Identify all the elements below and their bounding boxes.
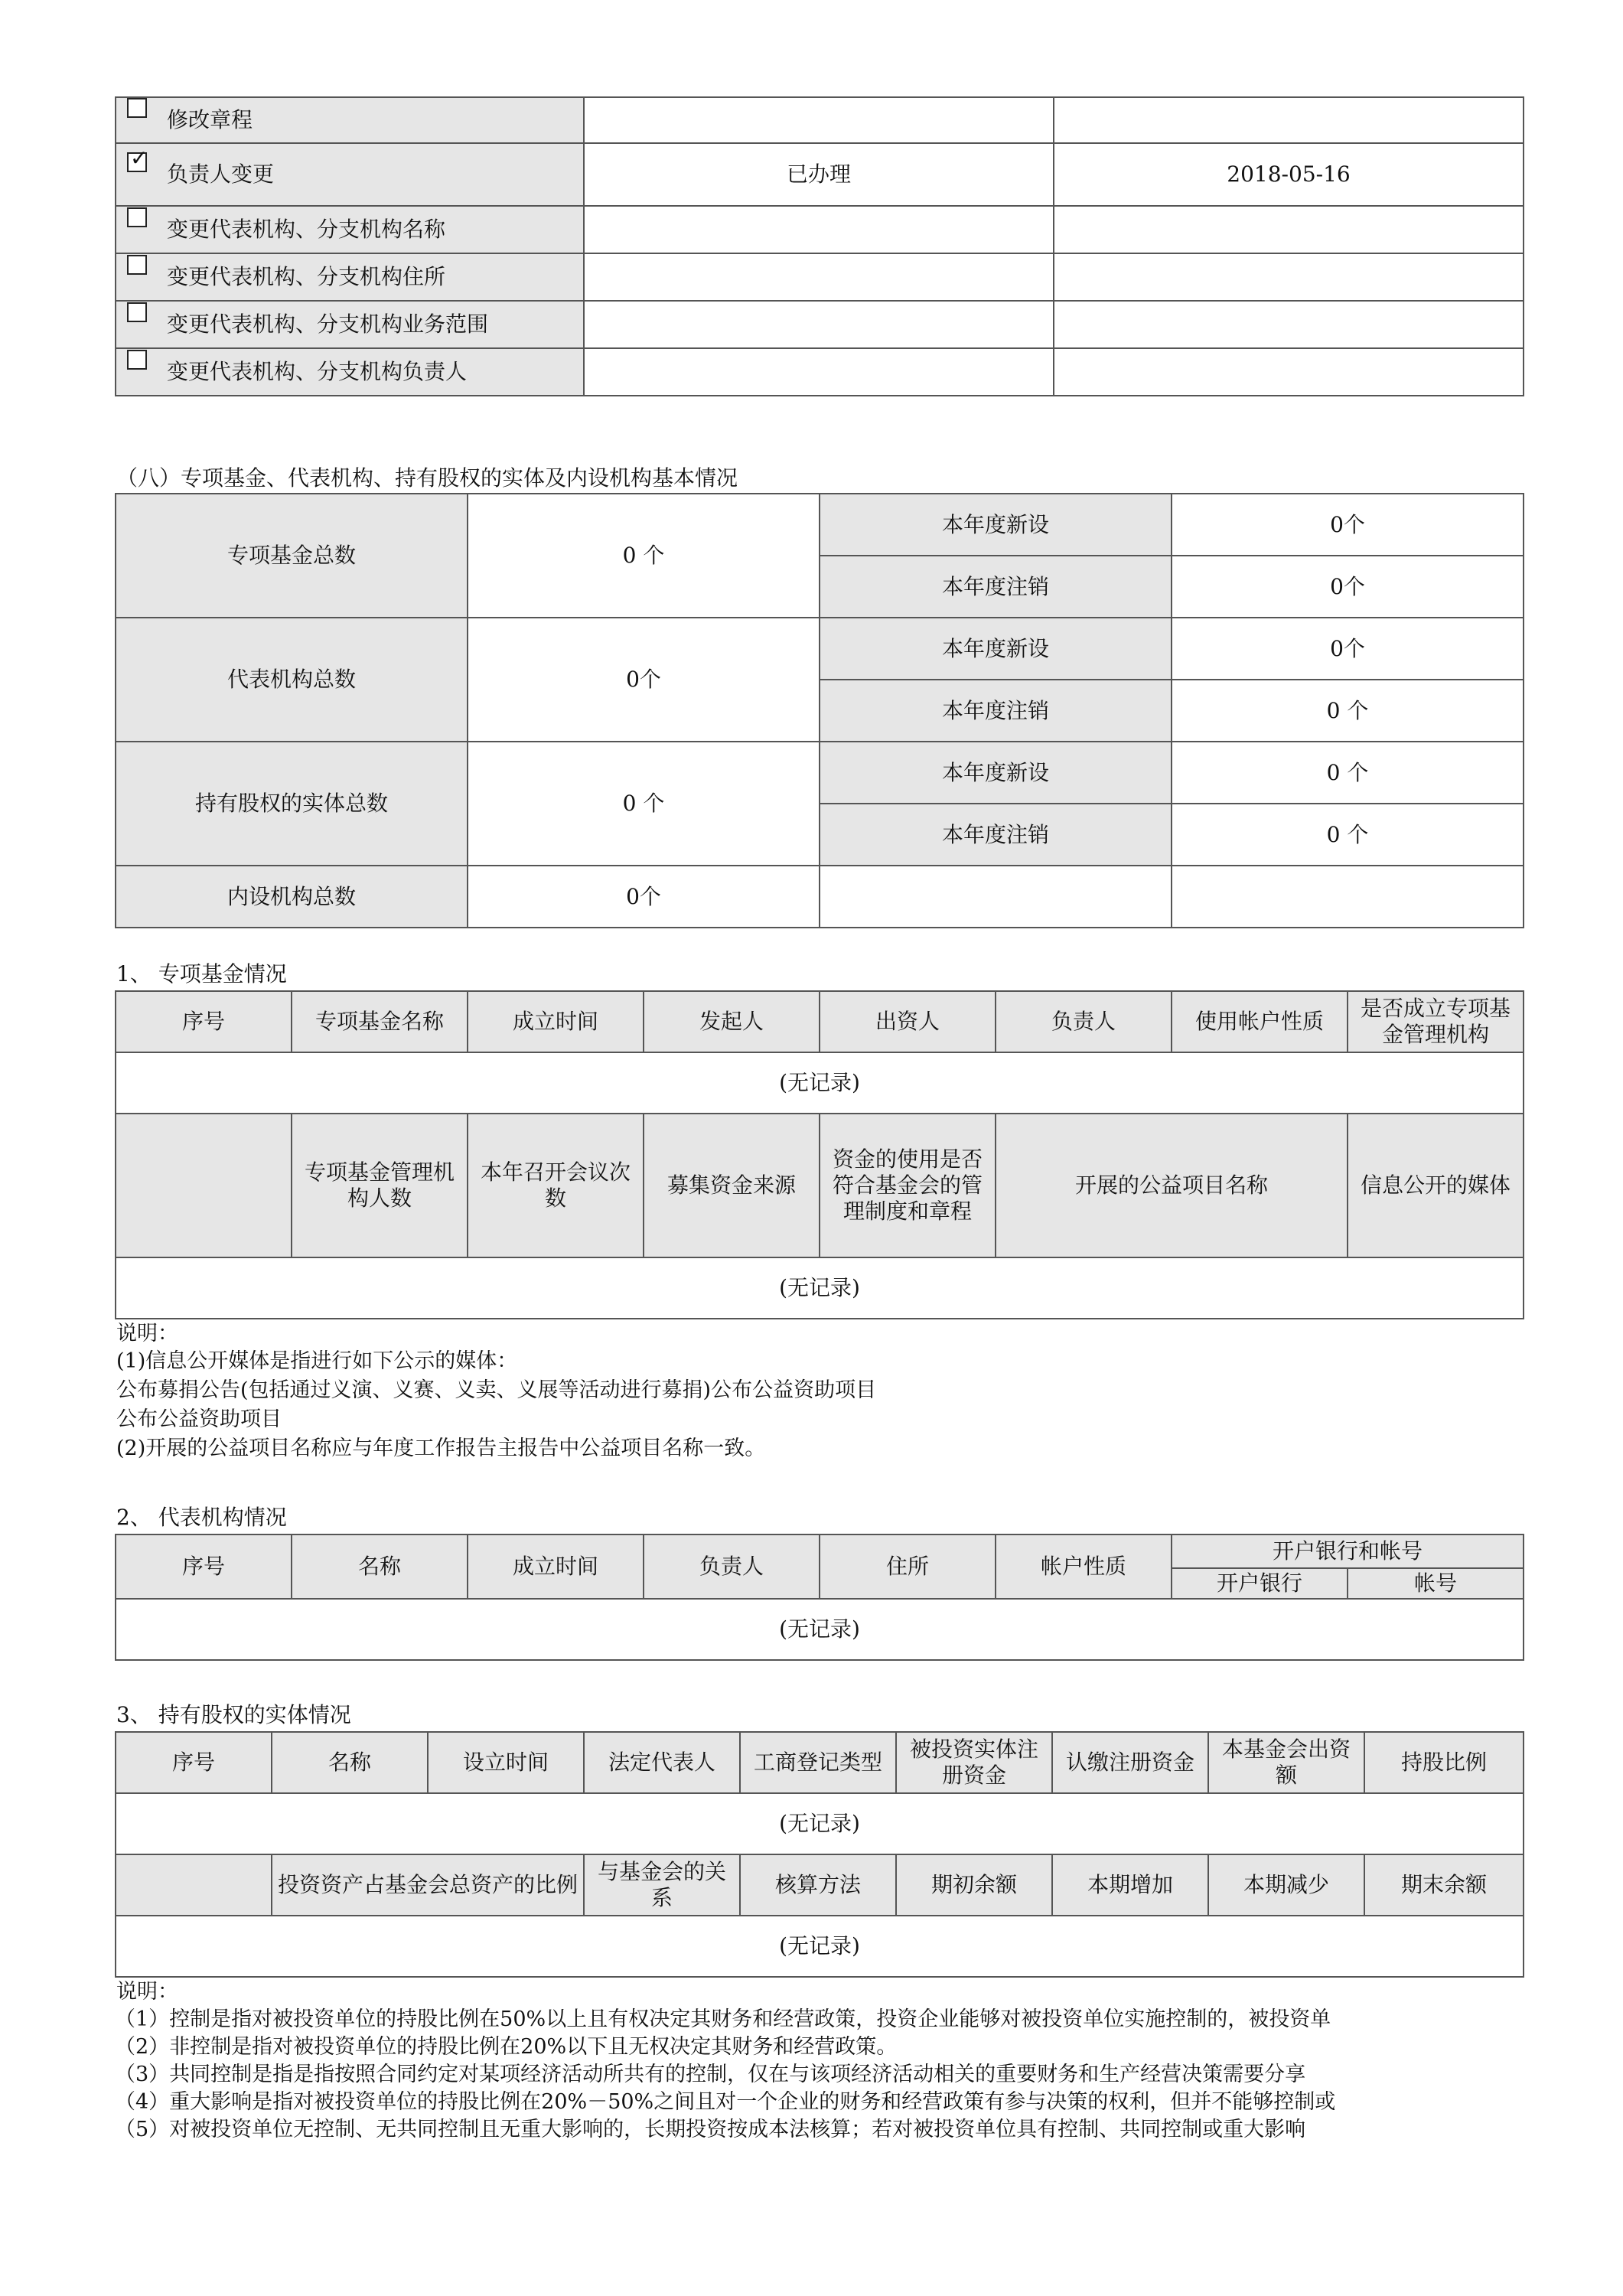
cancel-label: 本年度注销	[820, 804, 1172, 866]
change-date	[1054, 348, 1524, 396]
rep-section-title: 2、 代表机构情况	[116, 1505, 287, 1530]
change-status	[584, 97, 1054, 143]
fund-total-label: 专项基金总数	[116, 494, 468, 618]
equity-note-line: （3）共同控制是指是指按照合同约定对某项经济活动所共有的控制，仅在与该项经济活动相关的重要财务和生产经营决策需要分享	[115, 2063, 1306, 2086]
col-header: 帐户性质	[996, 1534, 1172, 1599]
checkbox[interactable]	[127, 255, 147, 275]
new-label: 本年度新设	[820, 494, 1172, 556]
equity-note-line: （5）对被投资单位无控制、无共同控制且无重大影响的，长期投资按成本法核算；若对被投资单位具有控制、共同控制或重大影响	[115, 2118, 1306, 2141]
change-items-table	[115, 96, 1524, 396]
fund-note-line: (2)开展的公益项目名称应与年度工作报告主报告中公益项目名称一致。	[116, 1437, 766, 1460]
equity-notes	[115, 1979, 1538, 2178]
change-status: 已办理	[584, 143, 1054, 206]
col-header: 负责人	[644, 1534, 820, 1599]
no-record: (无记录)	[116, 1793, 1524, 1854]
empty-cell	[820, 866, 1172, 928]
change-status	[584, 348, 1054, 396]
fund-note-line: 说明：	[116, 1322, 178, 1345]
checkmark-icon: ✓	[130, 145, 148, 171]
fund-table	[115, 990, 1524, 1319]
equity-note-line: （1）控制是指对被投资单位的持股比例在50%以上且有权决定其财务和经营政策，投资企业能够对被投资单位实施控制的，被投资单	[115, 2007, 1331, 2031]
col-header: 名称	[292, 1534, 468, 1599]
checkbox[interactable]	[127, 98, 147, 118]
col-header: 出资人	[820, 991, 996, 1052]
col-header: 专项基金管理机构人数	[292, 1114, 468, 1257]
change-item: 变更代表机构、分支机构名称	[116, 206, 584, 253]
change-item: 变更代表机构、分支机构负责人	[116, 348, 584, 396]
no-record: (无记录)	[116, 1916, 1524, 1977]
col-header: 本期增加	[1052, 1854, 1208, 1916]
empty-cell	[1172, 866, 1524, 928]
fund-note-line: (1)信息公开媒体是指进行如下公示的媒体：	[116, 1349, 518, 1373]
cancel-value: 0 个	[1172, 804, 1524, 866]
col-header: 持股比例	[1364, 1732, 1524, 1793]
col-header	[116, 1854, 272, 1916]
col-header: 是否成立专项基金管理机构	[1348, 991, 1524, 1052]
section8-table	[115, 493, 1524, 928]
col-header: 序号	[116, 991, 292, 1052]
col-subheader: 帐号	[1348, 1568, 1524, 1599]
change-date: 2018-05-16	[1054, 143, 1524, 206]
section8-title: （八）专项基金、代表机构、持有股权的实体及内设机构基本情况	[116, 465, 738, 491]
no-record: (无记录)	[116, 1052, 1524, 1114]
fund-note-line: 公布募捐公告(包括通过义演、义赛、义卖、义展等活动进行募捐)公布公益资助项目	[116, 1378, 877, 1402]
col-header: 期末余额	[1364, 1854, 1524, 1916]
new-value: 0 个	[1172, 742, 1524, 804]
cancel-label: 本年度注销	[820, 680, 1172, 742]
cancel-label: 本年度注销	[820, 556, 1172, 618]
col-header: 与基金会的关系	[584, 1854, 740, 1916]
fund-total-value: 0 个	[468, 494, 820, 618]
checkbox[interactable]	[127, 302, 147, 322]
col-header: 成立时间	[468, 991, 644, 1052]
col-header	[116, 1114, 292, 1257]
col-header: 序号	[116, 1534, 292, 1599]
change-item: ✓ 负责人变更	[116, 143, 584, 206]
col-header: 募集资金来源	[644, 1114, 820, 1257]
new-value: 0个	[1172, 494, 1524, 556]
col-header: 成立时间	[468, 1534, 644, 1599]
checkbox[interactable]	[127, 207, 147, 227]
no-record: (无记录)	[116, 1599, 1524, 1660]
fund-note-line: 公布公益资助项目	[116, 1407, 282, 1431]
equity-table	[115, 1731, 1524, 1978]
col-header: 期初余额	[896, 1854, 1052, 1916]
col-header: 本期减少	[1208, 1854, 1364, 1916]
col-header: 法定代表人	[584, 1732, 740, 1793]
checkbox[interactable]	[127, 145, 148, 172]
fund-section-title: 1、 专项基金情况	[116, 961, 287, 987]
change-item: 修改章程	[116, 97, 584, 143]
col-header: 工商登记类型	[740, 1732, 896, 1793]
col-header: 发起人	[644, 991, 820, 1052]
col-header: 投资资产占基金会总资产的比例	[272, 1854, 584, 1916]
col-header: 资金的使用是否符合基金会的管理制度和章程	[820, 1114, 996, 1257]
col-header: 名称	[272, 1732, 428, 1793]
cancel-value: 0个	[1172, 556, 1524, 618]
col-header: 设立时间	[428, 1732, 584, 1793]
col-header: 开户银行和帐号	[1172, 1534, 1524, 1568]
change-status	[584, 253, 1054, 301]
change-date	[1054, 97, 1524, 143]
new-value: 0个	[1172, 618, 1524, 680]
col-header: 使用帐户性质	[1172, 991, 1348, 1052]
col-header: 信息公开的媒体	[1348, 1114, 1524, 1257]
equity-note-line: 说明：	[116, 1980, 178, 2004]
equity-section-title: 3、 持有股权的实体情况	[116, 1702, 351, 1727]
col-header: 本年召开会议次数	[468, 1114, 644, 1257]
new-label: 本年度新设	[820, 618, 1172, 680]
cancel-value: 0 个	[1172, 680, 1524, 742]
equity-total-label: 持有股权的实体总数	[116, 742, 468, 866]
col-header: 序号	[116, 1732, 272, 1793]
checkbox[interactable]	[127, 350, 147, 370]
internal-total-value: 0个	[468, 866, 820, 928]
change-date	[1054, 301, 1524, 348]
col-header: 认缴注册资金	[1052, 1732, 1208, 1793]
new-label: 本年度新设	[820, 742, 1172, 804]
col-header: 住所	[820, 1534, 996, 1599]
no-record: (无记录)	[116, 1257, 1524, 1319]
change-item: 变更代表机构、分支机构业务范围	[116, 301, 584, 348]
col-subheader: 开户银行	[1172, 1568, 1348, 1599]
equity-note-line: （4）重大影响是指对被投资单位的持股比例在20%－50%之间且对一个企业的财务和经营政策有参与决策的权利，但并不能够控制或	[115, 2090, 1336, 2114]
col-header: 本基金会出资额	[1208, 1732, 1364, 1793]
col-header: 负责人	[996, 991, 1172, 1052]
change-status	[584, 301, 1054, 348]
equity-note-line: （2）非控制是指对被投资单位的持股比例在20%以下且无权决定其财务和经营政策。	[115, 2035, 898, 2059]
change-item: 变更代表机构、分支机构住所	[116, 253, 584, 301]
change-date	[1054, 253, 1524, 301]
col-header: 专项基金名称	[292, 991, 468, 1052]
change-date	[1054, 206, 1524, 253]
internal-total-label: 内设机构总数	[116, 866, 468, 928]
col-header: 开展的公益项目名称	[996, 1114, 1348, 1257]
change-status	[584, 206, 1054, 253]
rep-total-value: 0个	[468, 618, 820, 742]
rep-table	[115, 1534, 1524, 1661]
col-header: 被投资实体注册资金	[896, 1732, 1052, 1793]
rep-total-label: 代表机构总数	[116, 618, 468, 742]
equity-total-value: 0 个	[468, 742, 820, 866]
col-header: 核算方法	[740, 1854, 896, 1916]
